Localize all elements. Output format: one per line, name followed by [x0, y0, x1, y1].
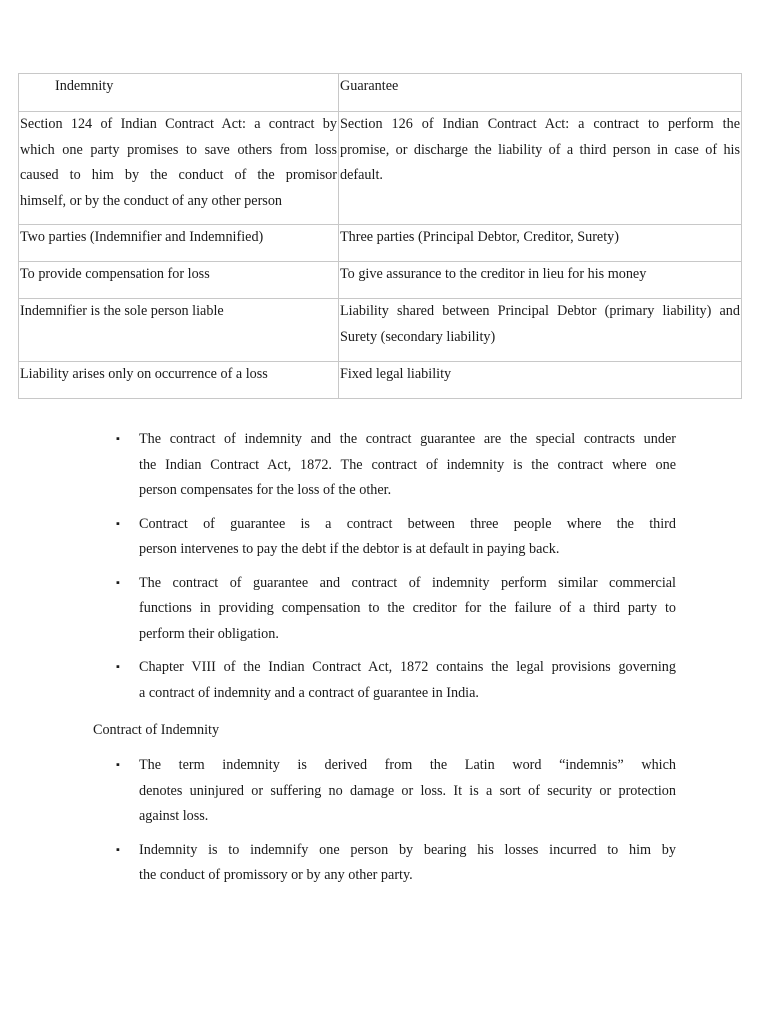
bullet-line: perform their obligation.	[139, 625, 279, 642]
bullet-line: against loss.	[139, 808, 209, 824]
cell-line: caused to him by the conduct of the promisor	[20, 167, 337, 183]
guarantee-cell	[339, 262, 742, 299]
cell-line: Two parties (Indemnifier and Indemnified)	[20, 229, 264, 245]
table-row	[19, 225, 742, 262]
list-item	[116, 427, 676, 504]
list-item	[116, 838, 676, 889]
cell-line: himself, or by the conduct of any other person	[20, 192, 283, 209]
bullet-marker: ▪	[116, 433, 120, 445]
indemnity-cell	[19, 299, 339, 362]
bullet-line: The contract of guarantee and contract of indemnity perform similar commercial	[139, 574, 676, 591]
cell-line: which one party promises to save others from loss	[20, 141, 337, 158]
cell-line: default.	[340, 167, 383, 183]
bullet-line: Chapter VIII of the Indian Contract Act, 1872 contains the legal provisions governing	[139, 659, 676, 675]
bullet-marker: ▪	[116, 661, 120, 673]
guarantee-cell	[339, 362, 742, 399]
bullet-line: denotes uninjured or suffering no damage or loss. It is a sort of security or protection	[139, 782, 676, 799]
bullet-line: person intervenes to pay the debt if the debtor is at default in paying back.	[139, 541, 560, 557]
list-item	[116, 753, 676, 830]
table-header-row	[19, 74, 742, 112]
bullet-line: a contract of indemnity and a contract of guarantee in India.	[139, 684, 479, 701]
bullet-list-differences	[116, 427, 676, 714]
bullet-line: the conduct of promissory or by any other party.	[139, 867, 413, 883]
table-row	[19, 262, 742, 299]
table-row	[19, 362, 742, 399]
cell-line: promise, or discharge the liability of a third person in case of his	[340, 141, 740, 158]
cell-line: Liability shared between Principal Debtor (primary liability) and	[340, 303, 740, 319]
bullet-marker: ▪	[116, 759, 120, 771]
indemnity-cell	[19, 262, 339, 299]
bullet-marker: ▪	[116, 843, 120, 856]
list-item	[116, 512, 676, 563]
cell-line: To give assurance to the creditor in lieu for his money	[340, 266, 647, 282]
cell-line: Indemnifier is the sole person liable	[20, 303, 224, 319]
cell-line: Section 126 of Indian Contract Act: a contract to perform the	[340, 116, 740, 132]
guarantee-cell	[339, 225, 742, 262]
cell-line: Section 124 of Indian Contract Act: a contract by	[20, 116, 337, 132]
cell-line: Liability arises only on occurrence of a loss	[20, 366, 268, 382]
bullet-line: Indemnity is to indemnify one person by bearing his losses incurred to him by	[139, 841, 676, 858]
cell-line: Surety (secondary liability)	[340, 328, 496, 345]
bullet-marker: ▪	[116, 576, 120, 589]
cell-line: To provide compensation for loss	[20, 266, 210, 282]
section-heading: Contract of Indemnity	[93, 722, 220, 738]
table-row	[19, 112, 742, 225]
list-item	[116, 571, 676, 648]
indemnity-cell	[19, 225, 339, 262]
bullet-line: The contract of indemnity and the contract guarantee are the special contracts under	[139, 431, 676, 447]
bullet-line: functions in providing compensation to the creditor for the failure of a third party to	[139, 600, 676, 616]
bullet-line: the Indian Contract Act, 1872. The contract of indemnity is the contract where one	[139, 456, 676, 473]
header-guarantee: Guarantee	[339, 74, 742, 112]
bullet-line: Contract of guarantee is a contract between three people where the third	[139, 515, 676, 532]
bullet-marker: ▪	[116, 517, 120, 530]
guarantee-cell	[339, 112, 742, 225]
table-row	[19, 299, 742, 362]
guarantee-cell	[339, 299, 742, 362]
bullet-line: person compensates for the loss of the other.	[139, 482, 392, 498]
cell-line: Three parties (Principal Debtor, Creditor, Surety)	[340, 229, 619, 245]
header-indemnity: Indemnity	[19, 74, 339, 112]
cell-line: Fixed legal liability	[340, 366, 452, 382]
list-item	[116, 655, 676, 706]
indemnity-cell	[19, 112, 339, 225]
indemnity-cell	[19, 362, 339, 399]
comparison-table	[18, 73, 742, 399]
bullet-line: The term indemnity is derived from the Latin word “indemnis” which	[139, 757, 676, 773]
bullet-list-indemnity	[116, 753, 676, 897]
